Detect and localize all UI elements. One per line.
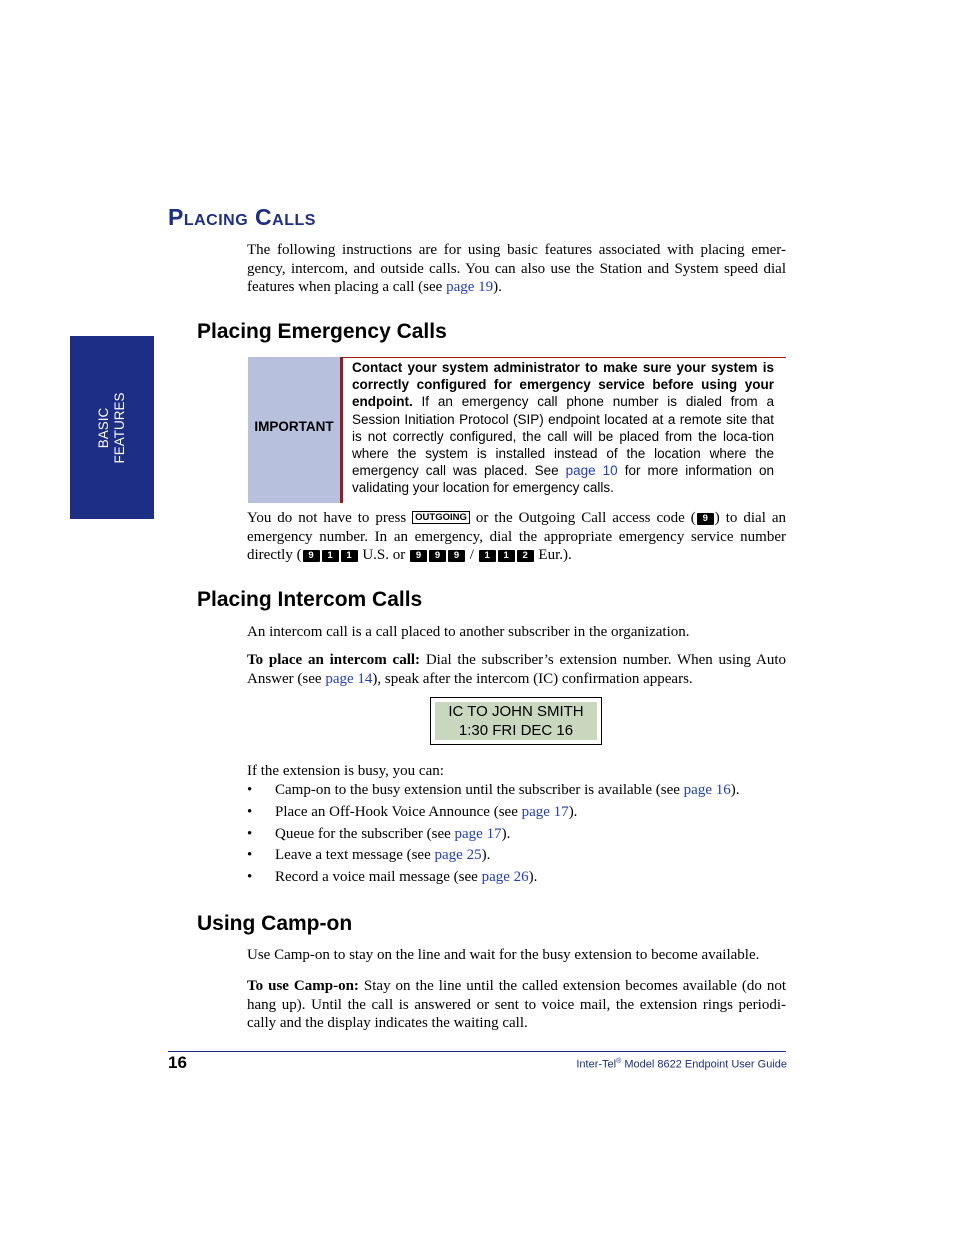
- eur-label: Eur.).: [534, 547, 572, 563]
- list-item-end: ).: [730, 782, 740, 798]
- intro-text-end: ).: [493, 279, 502, 295]
- side-tab-label: [96, 392, 128, 463]
- us-key-3: 1: [341, 550, 358, 562]
- us-key-1: 9: [303, 550, 320, 562]
- list-item-link[interactable]: page 26: [481, 869, 529, 886]
- page-title: Placing Calls: [168, 204, 316, 230]
- list-item-end: ).: [528, 869, 538, 886]
- list-item-link[interactable]: page 16: [683, 782, 731, 798]
- side-tab-line2: FEATURES: [112, 392, 127, 464]
- side-tab: [70, 336, 154, 519]
- important-note-box: [248, 357, 786, 503]
- intercom-instr-bold: To place an intercom call:: [247, 652, 421, 668]
- bullet-icon: •: [247, 803, 253, 820]
- eur-slash: /: [465, 547, 478, 563]
- lcd-screen: [435, 702, 597, 740]
- eur-key-a1: 9: [410, 550, 427, 562]
- dial-text-3: ) to dial an emergency number. In an emergency, dial the appropriate emergency service number directly (: [247, 510, 786, 563]
- campon-heading: Using Camp-on: [197, 912, 353, 935]
- intro-text: The following instructions are for using basic features associated with placing emer-gency, intercom, and outside calls. You can also use the Station and System speed dial features when placing a call (see: [247, 242, 786, 295]
- bullet-icon: •: [247, 869, 253, 886]
- intercom-instr-text: Dial the subscriber’s extension number. When using Auto Answer (see: [247, 652, 786, 687]
- emergency-heading: Placing Emergency Calls: [197, 320, 447, 343]
- eur-key-b2: 1: [498, 550, 515, 562]
- list-item: [247, 846, 786, 868]
- footer-brand: Inter-Tel: [576, 1058, 617, 1071]
- footer-guide-title: [576, 1058, 787, 1071]
- list-item-end: ).: [501, 825, 511, 842]
- footer-guide-name: Model 8622 Endpoint User Guide: [621, 1058, 787, 1071]
- campon-description: Use Camp-on to stay on the line and wait for the busy extension to become available.: [247, 947, 760, 963]
- access-code-key: 9: [697, 513, 714, 525]
- campon-instructions: [247, 977, 786, 1033]
- intro-paragraph: [247, 241, 786, 297]
- important-note-text: [352, 359, 774, 497]
- lcd-display: [430, 697, 602, 745]
- side-tab-line1: BASIC: [96, 407, 111, 449]
- lcd-line-1: IC TO JOHN SMITH: [448, 703, 584, 720]
- busy-options-list: [247, 781, 786, 890]
- important-label: IMPORTANT: [254, 419, 334, 434]
- list-item-text: Place an Off-Hook Voice Announce (see: [275, 803, 522, 820]
- list-item-text: Queue for the subscriber (see: [275, 825, 455, 842]
- us-key-2: 1: [322, 550, 339, 562]
- intercom-description: An intercom call is a call placed to another subscriber in the organization.: [247, 624, 690, 640]
- eur-key-b1: 1: [479, 550, 496, 562]
- bullet-icon: •: [247, 847, 253, 864]
- eur-key-b3: 2: [517, 550, 534, 562]
- intro-page-link[interactable]: page 19: [446, 279, 494, 295]
- list-item-link[interactable]: page 25: [434, 847, 482, 864]
- bullet-icon: •: [247, 782, 253, 798]
- list-item-link[interactable]: page 17: [454, 825, 502, 842]
- campon-instr-bold: To use Camp-on:: [247, 978, 359, 994]
- list-item-link[interactable]: page 17: [521, 803, 569, 820]
- intercom-instr-end: ), speak after the intercom (IC) confirmation appears.: [372, 670, 693, 687]
- campon-instr-text: Stay on the line until the called extension becomes available (do not hang up). Until the call is answered or sent to voice mail, the extension rings periodi-cally and the display indicates the waiting call.: [247, 978, 786, 1031]
- important-page-link[interactable]: page 10: [565, 463, 618, 479]
- list-item: [247, 868, 786, 890]
- dial-text-1: You do not have to press: [247, 510, 413, 526]
- important-note-body: If an emergency call phone number is dialed from a Session Initiation Protocol (SIP) endpoint located at a remote site that is not correctly configured, the call will be placed from the loca-tion where the system is installed instead of the location where the emergency call was placed. See: [352, 394, 774, 479]
- list-item-end: ).: [568, 803, 578, 820]
- eur-key-a2: 9: [429, 550, 446, 562]
- lcd-line-2: 1:30 FRI DEC 16: [458, 722, 574, 739]
- important-note-end: for more information on validating your location for emergency calls.: [352, 463, 775, 496]
- list-item: [247, 825, 786, 847]
- emergency-dial-paragraph: [247, 509, 786, 565]
- intercom-page-link[interactable]: page 14: [325, 670, 373, 687]
- important-note-bold: Contact your system administrator to make sure your system is correctly configured for emergency service before using your endpoint.: [352, 360, 774, 410]
- list-item-text: Record a voice mail message (see: [275, 869, 482, 886]
- dial-text-2: or the Outgoing Call access code (: [469, 510, 696, 526]
- registered-mark: ®: [616, 1058, 622, 1065]
- important-label-cell: [248, 357, 343, 503]
- list-item-text: Leave a text message (see: [275, 847, 435, 864]
- list-item: [247, 803, 786, 825]
- busy-intro: If the extension is busy, you can:: [247, 763, 444, 779]
- us-label: U.S. or: [358, 547, 409, 563]
- page-number: 16: [168, 1053, 187, 1072]
- footer-rule: [168, 1051, 786, 1052]
- list-item: [247, 781, 786, 803]
- list-item-end: ).: [481, 847, 491, 864]
- intercom-heading: Placing Intercom Calls: [197, 588, 423, 611]
- important-top-rule: [343, 357, 786, 358]
- bullet-icon: •: [247, 825, 253, 842]
- list-item-text: Camp-on to the busy extension until the subscriber is available (see: [275, 782, 684, 798]
- eur-key-a3: 9: [448, 550, 465, 562]
- intercom-instructions: [247, 651, 786, 688]
- outgoing-key: OUTGOING: [412, 511, 470, 524]
